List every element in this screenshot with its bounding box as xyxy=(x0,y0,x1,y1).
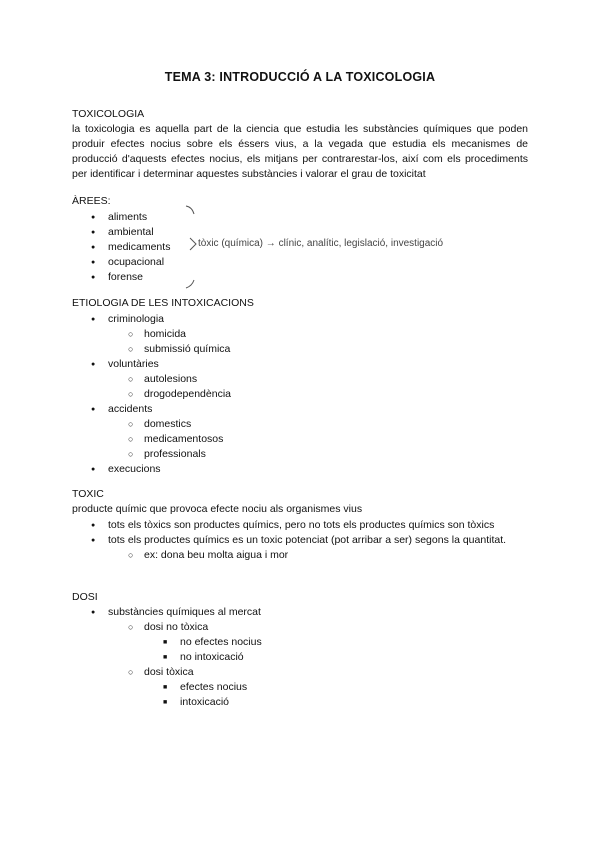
list-item xyxy=(144,665,262,710)
list-item: ● ocupacional xyxy=(108,255,170,270)
list-item: ○ ex: dona beu molta aigua i mor xyxy=(144,548,528,563)
arees-heading: ÀREES: xyxy=(72,195,111,207)
list-item: ● tots els tòxics son productes químics, pero no tots els productes químics son tòxics xyxy=(108,518,528,533)
list-item-label: dosi tòxica xyxy=(144,666,194,678)
list-item: ○ domestics xyxy=(144,417,231,432)
curly-brace-icon xyxy=(180,202,200,292)
list-item-label: dosi no tòxica xyxy=(144,621,209,633)
list-item xyxy=(144,620,262,665)
dosi-heading: DOSI xyxy=(72,591,98,603)
list-item-label: tots els productes químics es un toxic potenciat (pot arribar a ser) segons la quantitat. xyxy=(108,534,507,546)
toxic-text: producte químic que provoca efecte nociu als organismes vius xyxy=(72,503,363,515)
list-item xyxy=(108,312,231,357)
arees-note: tòxic (química) → clínic, analític, legislació, investigació xyxy=(198,238,444,249)
list-item: ■ efectes nocius xyxy=(180,680,262,695)
list-item: ○ homicida xyxy=(144,327,231,342)
list-item-label: substàncies químiques al mercat xyxy=(108,606,261,618)
list-item: ● medicaments xyxy=(108,240,170,255)
toxicologia-text: la toxicologia es aquella part de la ciencia que estudia les substàncies químiques que poden produir efectes nocius sobre els éssers vius, a la vegada que estudia els mecanismes de producció d'aquests efectes nocius, els mitjans per contrarestar-los, així com els procediments per identificar i determinar aquestes substàncies i valorar el grau de toxicitat xyxy=(72,123,528,180)
list-item: ● aliments xyxy=(108,210,170,225)
list-item-label: criminologia xyxy=(108,313,165,325)
list-item xyxy=(108,462,231,477)
list-item: ○ drogodependència xyxy=(144,387,231,402)
list-item: ○ autolesions xyxy=(144,372,231,387)
list-item: ○ medicamentosos xyxy=(144,432,231,447)
list-item: ■ intoxicació xyxy=(180,695,262,710)
list-item xyxy=(108,605,262,710)
list-item xyxy=(108,357,231,402)
list-item: ○ submissió química xyxy=(144,342,231,357)
list-item: ■ no intoxicació xyxy=(180,650,262,665)
list-item-label: voluntàries xyxy=(108,358,159,370)
etiologia-list xyxy=(108,312,231,477)
list-item: ■ no efectes nocius xyxy=(180,635,262,650)
etiologia-heading: ETIOLOGIA DE LES INTOXICACIONS xyxy=(72,297,254,309)
page-title: TEMA 3: INTRODUCCIÓ A LA TOXICOLOGIA xyxy=(164,70,436,84)
list-item-label: accidents xyxy=(108,403,153,415)
list-item-label: execucions xyxy=(108,463,161,475)
list-item xyxy=(108,533,528,563)
dosi-list xyxy=(108,605,262,710)
arees-list xyxy=(108,210,170,285)
toxic-heading: TOXIC xyxy=(72,488,104,500)
list-item: ● ambiental xyxy=(108,225,170,240)
toxic-list xyxy=(108,518,528,563)
toxicologia-heading: TOXICOLOGIA xyxy=(72,108,145,120)
list-item: ○ professionals xyxy=(144,447,231,462)
list-item: ● forense xyxy=(108,270,170,285)
list-item xyxy=(108,402,231,462)
